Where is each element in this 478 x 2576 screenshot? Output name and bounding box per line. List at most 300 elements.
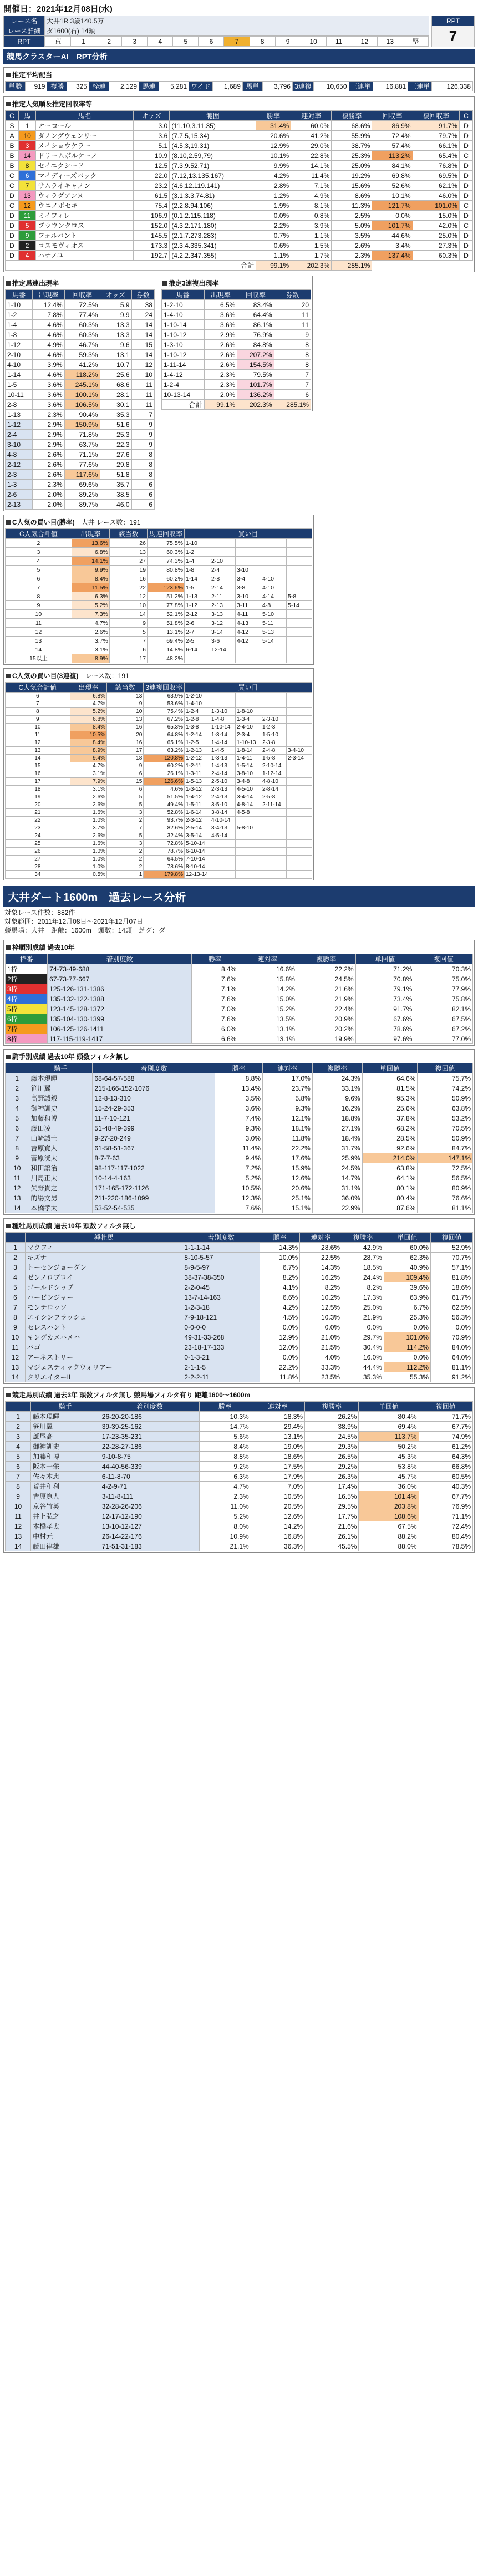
- place-rate: 24.3%: [312, 1073, 362, 1083]
- rpt-scale-cell: 10: [301, 37, 326, 47]
- popularity-row: [6, 731, 312, 739]
- total-value: 99.1%: [256, 261, 291, 271]
- place-return-rate: 66.1%: [413, 141, 459, 151]
- combo: 10-13-14: [162, 390, 205, 400]
- horse-row: [6, 121, 473, 131]
- horse-row: [6, 231, 473, 241]
- horse-row: [6, 211, 473, 221]
- rpt-scale-cell: 8: [250, 37, 275, 47]
- buy-combo: 4-8-10: [261, 778, 287, 786]
- rank: 11: [6, 1342, 26, 1352]
- place-return: 56.3%: [431, 1312, 473, 1322]
- buy-combo: [287, 716, 312, 724]
- buy-combo: [287, 817, 312, 824]
- buy-combo: 2-7: [185, 628, 210, 637]
- match-count: 10: [109, 601, 147, 610]
- place-rate: 21.6%: [297, 984, 355, 994]
- record: 51-48-49-399: [93, 1123, 215, 1133]
- stat-row: [6, 984, 473, 994]
- column-header: 複勝率: [342, 1233, 384, 1243]
- name: エイシンフラッシュ: [25, 1312, 182, 1322]
- record: 53-52-54-535: [93, 1203, 215, 1213]
- appear-rate: 2.0%: [33, 490, 65, 500]
- bet-payout-value: 10,650: [313, 82, 349, 91]
- return-rate: 53.6%: [144, 700, 185, 708]
- popularity-row: [6, 848, 312, 856]
- header-row: [6, 1402, 473, 1412]
- name: 高野誠毅: [29, 1093, 93, 1103]
- combo: 1-11-14: [162, 360, 205, 370]
- rank: 2: [6, 1253, 26, 1262]
- class-cell: C: [6, 201, 19, 211]
- waku-box: [3, 940, 475, 1046]
- quinella-rate: 16.6%: [238, 964, 297, 974]
- avg-payout-table: [5, 81, 473, 91]
- rank: 3: [6, 1432, 31, 1442]
- horse-name: メイショウケラー: [36, 141, 134, 151]
- column-header: C: [6, 111, 19, 121]
- horse-name: ミイフィレ: [36, 211, 134, 221]
- win-return: 64.1%: [362, 1173, 418, 1183]
- appear-rate: 7.3%: [72, 610, 109, 619]
- buy-combo: 5-11: [261, 619, 287, 628]
- return-rate: 60.3%: [64, 320, 100, 330]
- buy-combo: 1-4-13: [210, 762, 236, 770]
- return-rate: 123.6%: [147, 583, 184, 592]
- name: 御神訓史: [29, 1103, 93, 1113]
- appear-rate: 3.6%: [204, 320, 237, 330]
- combo: 2-4: [6, 430, 33, 440]
- popularity-sum: 18: [6, 786, 70, 793]
- total-value: 285.1%: [332, 261, 372, 271]
- buy-combo: [236, 539, 261, 548]
- quinella-rate: 8.1%: [291, 201, 332, 211]
- combo: 4-10: [6, 360, 33, 370]
- buy-combo: [236, 700, 261, 708]
- odds: 10.9: [133, 151, 169, 161]
- buy-combo: 3-4-10: [287, 747, 312, 755]
- match-count: 17: [106, 747, 143, 755]
- popularity-row: [6, 786, 312, 793]
- count: 6: [131, 500, 155, 510]
- pop-kai-table: [5, 528, 312, 663]
- rank: 12: [6, 1352, 26, 1362]
- horse-row: [6, 131, 473, 141]
- buy-combo: 2-8-14: [261, 786, 287, 793]
- buy-combo: 3-4-8: [236, 778, 261, 786]
- horse-number: 9: [19, 231, 36, 241]
- win-rate: 4.5%: [260, 1312, 299, 1322]
- win-return: 112.2%: [384, 1362, 430, 1372]
- umaren-row: [6, 410, 155, 420]
- combo: 1-4-12: [162, 370, 205, 380]
- win-return: 214.0%: [362, 1153, 418, 1163]
- buy-combo: 4-8-14: [236, 801, 261, 809]
- place-return: 67.2%: [414, 1024, 473, 1034]
- win-return: 53.8%: [359, 1462, 419, 1472]
- stat-row: [6, 1312, 473, 1322]
- place-rate: 31.1%: [312, 1183, 362, 1193]
- rank: 1: [6, 1412, 31, 1422]
- match-count: 5: [109, 628, 147, 637]
- sire-table: [5, 1232, 473, 1382]
- return-rate: 86.9%: [372, 121, 413, 131]
- record: 3-11-8-111: [100, 1491, 199, 1501]
- buy-header: 買い目: [185, 529, 312, 539]
- buy-combo: 5-8-10: [236, 824, 261, 832]
- return-rate: 4.6%: [144, 786, 185, 793]
- win-return: 101.0%: [384, 1332, 430, 1342]
- race-detail-label: レース詳細: [4, 26, 45, 36]
- rpt-scale: [45, 36, 429, 47]
- place-return: 70.5%: [418, 1123, 473, 1133]
- buy-combo: 1-12-14: [261, 770, 287, 778]
- appear-rate: 5.2%: [70, 708, 106, 716]
- place-return: 72.4%: [419, 1521, 472, 1531]
- match-count: 10: [106, 708, 143, 716]
- win-rate: 5.2%: [199, 1511, 251, 1521]
- umaren-row: [6, 350, 155, 360]
- column-header: 勝率: [256, 111, 291, 121]
- past-info-line: 対象レース件数：882件: [4, 909, 75, 917]
- odds: 51.8: [100, 470, 131, 480]
- win-rate: 6.7%: [260, 1262, 299, 1272]
- count: 38: [131, 300, 155, 310]
- appear-rate: 3.1%: [72, 645, 109, 654]
- buy-combo: 2-4-8: [261, 747, 287, 755]
- record: 38-37-38-350: [182, 1272, 260, 1282]
- stat-row: [6, 1024, 473, 1034]
- rank: 11: [6, 1173, 29, 1183]
- stat-row: [6, 1153, 473, 1163]
- place-rate: 21.6%: [305, 1521, 359, 1531]
- buy-combo: 2-3-13: [210, 786, 236, 793]
- buy-combo: [287, 557, 312, 566]
- name: クリエイターII: [25, 1372, 182, 1382]
- combo: 2-12: [6, 460, 33, 470]
- quinella-rate: 22.2%: [263, 1143, 313, 1153]
- rpt-scale-cell: 5: [173, 37, 199, 47]
- combo: 1-3: [6, 480, 33, 490]
- popularity-row: [6, 762, 312, 770]
- class-cell: D: [459, 181, 472, 191]
- column-header: 複回値: [418, 1063, 473, 1073]
- match-count: 3: [106, 840, 143, 848]
- quinella-rate: 12.6%: [251, 1511, 304, 1521]
- buy-combo: 3-4-14: [236, 793, 261, 801]
- stat-row: [6, 1412, 473, 1422]
- return-rate: 72.8%: [144, 840, 185, 848]
- return-rate: 179.8%: [144, 871, 185, 879]
- buy-combo: 2-5-14: [185, 824, 210, 832]
- win-rate: 12.3%: [215, 1193, 263, 1203]
- place-rate: 9.6%: [312, 1093, 362, 1103]
- win-rate: 8.8%: [199, 1452, 251, 1462]
- place-return-rate: 15.0%: [413, 211, 459, 221]
- class-cell: B: [6, 151, 19, 161]
- buy-combo: 3-10: [236, 592, 261, 601]
- horse-row: [6, 241, 473, 251]
- record: 9-10-8-75: [100, 1452, 199, 1462]
- return-rate: 60.3%: [64, 330, 100, 340]
- name: 佐々木忠: [31, 1472, 100, 1482]
- win-rate: 8.4%: [191, 964, 238, 974]
- place-rate: 29.2%: [305, 1462, 359, 1472]
- column-header: 券数: [131, 290, 155, 300]
- popularity-row: [6, 592, 312, 601]
- place-return: 53.2%: [418, 1113, 473, 1123]
- rank: 10: [6, 1163, 29, 1173]
- stat-row: [6, 1342, 473, 1352]
- win-return: 0.0%: [384, 1352, 430, 1362]
- trio-table: [161, 289, 311, 410]
- quinella-rate: 15.8%: [238, 974, 297, 984]
- popularity-row: [6, 619, 312, 628]
- odds: 25.3: [100, 430, 131, 440]
- win-return: 81.5%: [362, 1083, 418, 1093]
- popularity-sum: 7: [6, 583, 72, 592]
- buy-combo: 1-3-10: [210, 708, 236, 716]
- return-rate: 44.6%: [372, 231, 413, 241]
- rank: 5: [6, 1282, 26, 1292]
- count: 11: [274, 310, 311, 320]
- place-return: 75.7%: [418, 1073, 473, 1083]
- pop-kai2-table: [5, 682, 312, 879]
- buy-combo: 1-3-11: [185, 770, 210, 778]
- combo: 2-3: [6, 470, 33, 480]
- popularity-sum: 14: [6, 755, 70, 762]
- buy-combo: 1-3-14: [210, 731, 236, 739]
- record: 13-7-14-163: [182, 1292, 260, 1302]
- stat-row: [6, 1143, 473, 1153]
- win-rate: 12.0%: [260, 1342, 299, 1352]
- match-count: 2: [106, 856, 143, 863]
- place-return-rate: 60.3%: [413, 251, 459, 261]
- place-rate: 3.5%: [332, 231, 372, 241]
- trio-row: [162, 360, 311, 370]
- record: 39-39-25-162: [100, 1422, 199, 1432]
- section-mark-icon: [6, 1224, 11, 1228]
- appear-rate: 3.6%: [33, 400, 65, 410]
- column-header: 勝率: [215, 1063, 263, 1073]
- win-rate: 13.4%: [215, 1083, 263, 1093]
- win-rate: 14.3%: [260, 1243, 299, 1253]
- combo: 1-10: [6, 300, 33, 310]
- record: 8-10-5-57: [182, 1253, 260, 1262]
- odds: 22.3: [100, 440, 131, 450]
- column-header: 騎手: [31, 1402, 100, 1412]
- place-return: 0.0%: [431, 1322, 473, 1332]
- place-return: 70.7%: [431, 1253, 473, 1262]
- bet-payout-value: 3,796: [262, 82, 292, 91]
- name: 山崎誠士: [29, 1133, 93, 1143]
- record: 117-115-119-1417: [48, 1034, 192, 1044]
- place-return-rate: 46.0%: [413, 191, 459, 201]
- appear-rate: 9.9%: [72, 566, 109, 574]
- umaren-row: [6, 320, 155, 330]
- odds: 51.6: [100, 420, 131, 430]
- popularity-row: [6, 548, 312, 557]
- place-return: 66.8%: [419, 1462, 472, 1472]
- win-return: 28.5%: [362, 1133, 418, 1143]
- popularity-row: [6, 724, 312, 731]
- buy-combo: [210, 840, 236, 848]
- buy-combo: [287, 708, 312, 716]
- appear-rate: 3.1%: [70, 786, 106, 793]
- header-row: [6, 1233, 473, 1243]
- buy-combo: 2-10-14: [261, 762, 287, 770]
- win-rate: 9.4%: [215, 1153, 263, 1163]
- buy-combo: 1-4-11: [236, 755, 261, 762]
- record: 2-2-2-11: [182, 1372, 260, 1382]
- return-rate: 84.1%: [372, 161, 413, 171]
- buy-combo: 2-5-10: [210, 778, 236, 786]
- rank: 10: [6, 1501, 31, 1511]
- popularity-row: [6, 817, 312, 824]
- buy-combo: [261, 557, 287, 566]
- return-rate: 67.2%: [144, 716, 185, 724]
- horse-number: 3: [19, 141, 36, 151]
- place-return: 91.2%: [431, 1372, 473, 1382]
- popularity-sum: 15: [6, 762, 70, 770]
- total-value: 99.1%: [204, 400, 237, 410]
- place-return: 61.2%: [419, 1442, 472, 1452]
- buy-combo: 1-4-8: [210, 716, 236, 724]
- buy-combo: 3-8: [236, 583, 261, 592]
- record: 123-145-128-1372: [48, 1004, 192, 1014]
- combo: 1-10-14: [162, 320, 205, 330]
- buy-combo: 1-2-5: [185, 739, 210, 747]
- stat-row: [6, 1531, 473, 1541]
- popularity-row: [6, 637, 312, 645]
- range: (7.12,13.135.167): [170, 171, 256, 181]
- win-return: 113.7%: [359, 1432, 419, 1442]
- header-row: [6, 954, 473, 964]
- return-rate: 64.4%: [237, 310, 274, 320]
- return-rate: 65.3%: [144, 724, 185, 731]
- buy-combo: 1-10-13: [236, 739, 261, 747]
- section-mark-icon: [6, 73, 11, 77]
- stat-row: [6, 1472, 473, 1482]
- record: 26-20-20-186: [100, 1412, 199, 1422]
- quinella-rate: 36.3%: [251, 1541, 304, 1551]
- horse-number: 13: [19, 191, 36, 201]
- popularity-row: [6, 856, 312, 863]
- umaren-row: [6, 440, 155, 450]
- buy-combo: 2-3-4: [236, 731, 261, 739]
- place-return: 80.4%: [419, 1531, 472, 1541]
- odds: 35.3: [100, 410, 131, 420]
- place-return-rate: 91.7%: [413, 121, 459, 131]
- buy-combo: 1-2-14: [185, 731, 210, 739]
- match-count: 20: [106, 731, 143, 739]
- popularity-row: [6, 716, 312, 724]
- quinella-rate: 14.2%: [238, 984, 297, 994]
- appear-rate: 7.9%: [70, 778, 106, 786]
- place-return: 76.9%: [419, 1501, 472, 1511]
- return-rate: 75.4%: [144, 708, 185, 716]
- column-header: オッズ: [133, 111, 169, 121]
- popularity-sum: 13: [6, 747, 70, 755]
- buy-combo: [236, 548, 261, 557]
- rank: 1: [6, 1243, 26, 1253]
- quinella-rate: 11.4%: [291, 171, 332, 181]
- buy-combo: 1-2-10: [185, 693, 210, 700]
- header-row: [162, 290, 311, 300]
- appear-rate: 3.7%: [70, 824, 106, 832]
- place-return: 61.7%: [431, 1292, 473, 1302]
- appear-rate: 3.6%: [33, 380, 65, 390]
- quinella-rate: 19.0%: [251, 1442, 304, 1452]
- column-header: 出現率: [70, 683, 106, 693]
- place-return: 72.5%: [418, 1163, 473, 1173]
- win-return: 79.1%: [355, 984, 414, 994]
- buy-combo: 2-3-8: [261, 739, 287, 747]
- column-header: 回収率: [64, 290, 100, 300]
- column-header: 複回値: [419, 1402, 472, 1412]
- pop-kai2-title: C人気の買い目(3連複): [12, 672, 79, 680]
- quinella-rate: 23.5%: [300, 1372, 342, 1382]
- place-return: 70.9%: [431, 1332, 473, 1342]
- umaren-row: [6, 420, 155, 430]
- place-rate: 16.2%: [312, 1103, 362, 1113]
- name: ハービンジャー: [25, 1292, 182, 1302]
- record: 67-73-77-667: [48, 974, 192, 984]
- buy-combo: [287, 628, 312, 637]
- popularity-row: [6, 840, 312, 848]
- buy-combo: [261, 840, 287, 848]
- win-return: 40.9%: [384, 1262, 430, 1272]
- buy-combo: 3-4-13: [210, 824, 236, 832]
- column-header: 単回値: [355, 954, 414, 964]
- stat-row: [6, 1521, 473, 1531]
- section-mark-icon: [6, 674, 11, 678]
- win-return: 109.4%: [384, 1272, 430, 1282]
- column-header: 単回値: [359, 1402, 419, 1412]
- buy-combo: [287, 786, 312, 793]
- popularity-sum: 17: [6, 778, 70, 786]
- combo: 2-8: [6, 400, 33, 410]
- appear-rate: 8.4%: [70, 724, 106, 731]
- stat-row: [6, 1302, 473, 1312]
- buy-combo: 3-4: [236, 574, 261, 583]
- popularity-row: [6, 601, 312, 610]
- combo: 3-10: [6, 440, 33, 450]
- match-count: 6: [109, 645, 147, 654]
- class-cell: D: [459, 251, 472, 261]
- win-return: 92.6%: [362, 1143, 418, 1153]
- column-header: 連対率: [263, 1063, 313, 1073]
- range: (0.1.2.115.118): [170, 211, 256, 221]
- count: 11: [131, 380, 155, 390]
- rank: 3: [6, 1262, 26, 1272]
- match-count: 3: [106, 809, 143, 817]
- return-rate: 76.9%: [237, 330, 274, 340]
- buy-combo: 1-3-4: [236, 716, 261, 724]
- appear-rate: 5.2%: [72, 601, 109, 610]
- buy-combo: 1-4-10: [185, 700, 210, 708]
- bet-type-label: 馬連: [139, 82, 159, 91]
- win-rate: 31.4%: [256, 121, 291, 131]
- popularity-sum: 3: [6, 548, 72, 557]
- rank: 9: [6, 1153, 29, 1163]
- win-return: 69.4%: [359, 1422, 419, 1432]
- buy-combo: 4-11: [236, 610, 261, 619]
- pop-title: 推定人気順＆推定回収率等: [12, 100, 93, 108]
- rpt-scale-cell: 7: [224, 37, 250, 47]
- place-rate: 33.1%: [312, 1083, 362, 1093]
- class-cell: D: [459, 191, 472, 201]
